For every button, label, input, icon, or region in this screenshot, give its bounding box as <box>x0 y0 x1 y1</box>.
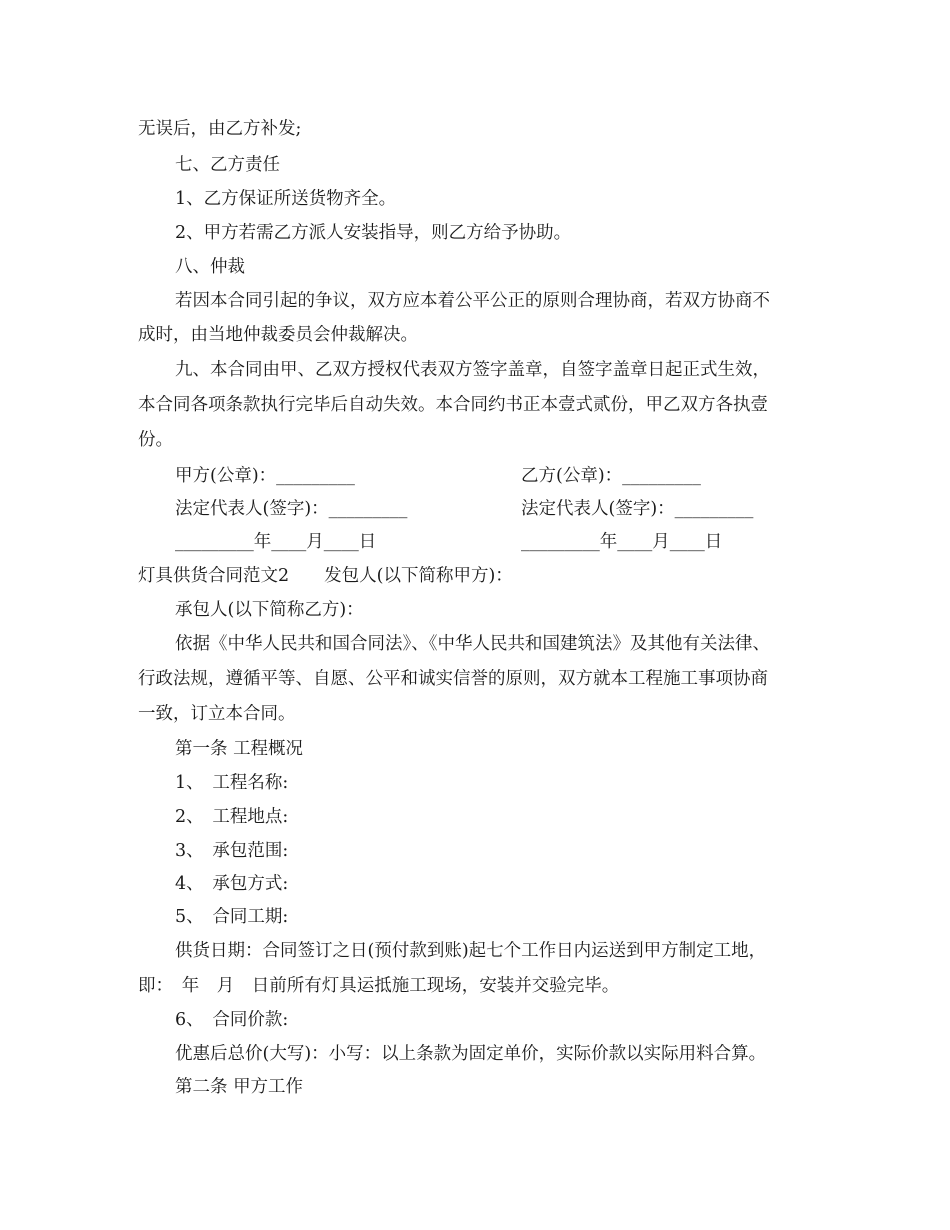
list-item: 2、 工程地点: <box>175 807 289 827</box>
text-line: 承包人(以下简称乙方)： <box>175 600 364 620</box>
text-line: 本合同各项条款执行完毕后自动失效。本合同约书正本壹式贰份，甲乙双方各执壹 <box>138 395 768 415</box>
text-line: 成时，由当地仲裁委员会仲裁解决。 <box>138 325 418 345</box>
section-heading: 第一条 工程概况 <box>175 739 304 759</box>
list-item: 4、 承包方式: <box>175 874 289 894</box>
party-a-date-field: _________年____月____日 <box>175 532 377 552</box>
text-line: 行政法规，遵循平等、自愿、公平和诚实信誉的原则，双方就本工程施工事项协商 <box>138 669 768 689</box>
section-heading: 七、乙方责任 <box>175 155 280 175</box>
text-line: 九、本合同由甲、乙双方授权代表双方签字盖章，自签字盖章日起正式生效， <box>175 360 770 380</box>
text-line: 供货日期：合同签订之日(预付款到账)起七个工作日内运送到甲方制定工地， <box>175 941 767 961</box>
text-line: 2、甲方若需乙方派人安装指导，则乙方给予协助。 <box>175 223 572 243</box>
text-line: 依据《中华人民共和国合同法》、《中华人民共和国建筑法》及其他有关法律、 <box>175 634 770 654</box>
text-line: 优惠后总价(大写)：小写：以上条款为固定单价，实际价款以实际用料合算。 <box>175 1044 767 1064</box>
text-line: 无误后，由乙方补发; <box>138 119 302 139</box>
list-item: 6、 合同价款: <box>175 1010 289 1030</box>
party-a-representative-field: 法定代表人(签字)：_________ <box>175 499 408 519</box>
section-heading: 八、仲裁 <box>175 257 245 277</box>
text-line: 一致，订立本合同。 <box>138 704 296 724</box>
list-item: 3、 承包范围: <box>175 841 289 861</box>
party-b-date-field: _________年____月____日 <box>521 532 723 552</box>
text-line: 1、乙方保证所送货物齐全。 <box>175 189 397 209</box>
text-line: 份。 <box>138 430 173 450</box>
text-line: 若因本合同引起的争议，双方应本着公平公正的原则合理协商，若双方协商不 <box>175 291 770 311</box>
party-b-seal-field: 乙方(公章)：_________ <box>521 466 701 486</box>
document-subtitle: 灯具供货合同范文2 发包人(以下简称甲方)： <box>138 566 513 586</box>
party-b-representative-field: 法定代表人(签字)：_________ <box>521 499 754 519</box>
section-heading: 第二条 甲方工作 <box>175 1077 304 1097</box>
list-item: 1、 工程名称: <box>175 773 289 793</box>
party-a-seal-field: 甲方(公章)：_________ <box>175 466 355 486</box>
text-line: 即： 年 月 日前所有灯具运抵施工现场，安装并交验完毕。 <box>138 976 620 996</box>
list-item: 5、 合同工期: <box>175 907 289 927</box>
